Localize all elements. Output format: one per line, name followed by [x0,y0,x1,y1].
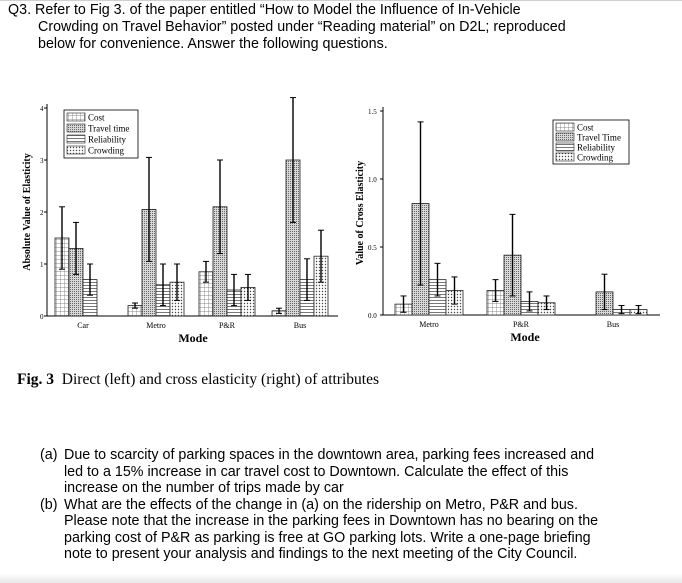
x-tick-label: Metro [419,320,439,329]
x-tick-label: Bus [293,321,307,330]
legend-label: Travel time [88,123,130,134]
item-a [40,447,600,497]
item-b-label: (b) [40,496,58,513]
legend-swatch [556,123,574,131]
legend-label: Travel Time [577,132,621,143]
x-axis-label: Mode [510,330,540,344]
legend-swatch [67,135,85,143]
item-a-text: Due to scarcity of parking spaces in the downtown area, parking fees increased and led to a 15% increase in car travel cost to Downtown. Calculate the effect of this increase on the number of trips made by car [64,447,595,496]
y-axis-label: Absolute Value of Elasticity [22,153,33,271]
item-b-text: What are the effects of the change in (a) on the ridership on Metro, P&R and bus. Please note that the increase in the parking fees in Downtown has no bearing on the parking cost of P&R as parking is free at GO parking lots. Write a one-page briefing note to present your analysis and findings to the next meeting of the City Council. [64,496,599,562]
item-a-label: (a) [40,447,58,463]
legend-label: Cost [577,122,594,133]
legend-swatch [556,133,574,141]
item-b [40,497,600,563]
legend-label: Crowding [577,152,613,163]
x-tick-label: Metro [146,321,166,330]
x-tick-label: Bus [606,320,620,329]
x-axis-label: Mode [178,331,208,345]
legend-label: Cost [88,112,105,123]
y-tick-label: 4 [40,105,44,113]
y-tick-label: 1.0 [368,176,377,184]
legend-label: Reliability [577,142,615,153]
question-line-1: Q3. Refer to Fig 3. of the paper entitled “How to Model the Influence of In-Vehicle [8,2,521,18]
legend-label: Reliability [88,134,126,145]
x-tick-label: Car [77,321,89,330]
figure-caption [17,371,379,389]
answer-items [40,447,600,563]
y-tick-label: 3 [40,157,44,165]
legend-swatch [556,153,574,161]
legend-swatch [67,146,85,154]
question-line-2: Crowding on Travel Behavior” posted under “Reading material” on D2L; reproduced [38,19,566,35]
bottom-fade [0,573,682,583]
x-tick-label: P&R [218,321,236,330]
x-tick-label: P&R [512,320,530,329]
figure-3 [0,95,682,365]
y-tick-label: 1.5 [368,108,377,116]
legend-swatch [67,124,85,132]
y-tick-label: 2 [40,209,44,217]
y-axis-label: Value of Cross Elasticity [355,160,366,266]
figure-caption-text: Direct (left) and cross elasticity (right) of attributes [61,371,379,388]
y-tick-label: 1 [40,261,44,269]
legend-label: Crowding [88,145,124,156]
legend-swatch [67,113,85,121]
question-line-3: below for convenience. Answer the following questions. [38,36,388,52]
top-border [0,0,682,1]
figure-caption-number: Fig. 3 [17,371,55,388]
y-tick-label: 0.0 [368,312,377,320]
question-text [8,2,676,53]
y-tick-label: 0.5 [368,244,377,252]
y-tick-label: 0 [40,313,44,321]
legend-swatch [556,143,574,151]
